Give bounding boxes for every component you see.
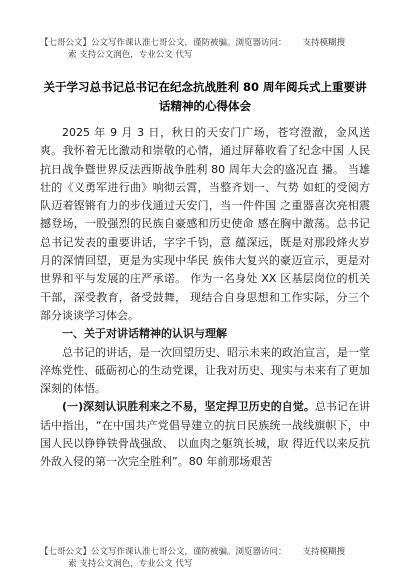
- paragraph-section-1-intro: 总书记的讲话，是一次回望历史、昭示未来的政治宣言，是一堂淬炼党性、砥砺初心的生动党课，让我对历史、现实与未来有了更加深刻的体悟。: [40, 345, 370, 396]
- document-body: [40, 124, 370, 472]
- subsection-1-text: 总书记在讲话中指出，“在中国共产党倡导建立的抗日民族统一战线旗帜下，中国人民以铮铮铁骨战强敌、 以血肉之躯筑长城，取 得近代以来反抗外敌入侵的第一次完全胜利”。80 年前那场艰苦: [40, 400, 370, 469]
- watermark-line-1: 【七哥公文】公文写作课认准七哥公文，谨防被骗。浏览器访问：: [40, 38, 287, 48]
- footer-watermark-line-1-right: 支持模糊搜: [302, 547, 346, 557]
- paragraph-subsection-1: [40, 398, 370, 471]
- subsection-heading-1: (一)深刻认识胜利来之不易，坚定捍卫历史的自觉。: [62, 400, 315, 414]
- document-title: 关于学习总书记总书记在纪念抗战胜利 80 周年阅兵式上重要讲话精神的心得体会: [43, 80, 367, 113]
- paragraph-intro: 2025 年 9 月 3 日，秋日的天安门广场，苍穹澄澈，金风送 爽。我怀着无比激动和崇敬的心情，通过屏幕收看了纪念中国 人民抗日战争暨世界反法西斯战争胜利 80 周年大会的盛况直 播。 当雄壮的《义勇军进行曲》响彻云霄，当整齐划一、气势 如虹的受阅方队迈着铿锵有力的步伐通过天安门，当一件件国 之重器喜次亮相震撼登场，一股强烈的民族自豪感和历史使命 感在胸中激荡。总书记总书记发表的重要讲话，字字千钧，意 蕴深远，既是对那段烽火岁月的深情回望，更是为实现中华民 族伟大复兴的豪迈宣示，更是对世界和平与发展的庄严承诺。 作为一名身处 XX 区基层岗位的机关干部，深受教育，备受鼓舞， 现结合自身思想和工作实际，分三个部分谈谈学习体会。: [40, 126, 370, 322]
- footer-watermark: [40, 546, 370, 570]
- watermark-line-2: 索 支持公文润色，专业公文 代写: [68, 50, 193, 60]
- footer-watermark-line-2: 索 支持公文润色，专业公文 代写: [68, 559, 193, 569]
- header-watermark: [40, 37, 370, 61]
- section-heading-1: 一、关于对讲话精神的认识与理解: [62, 327, 227, 341]
- footer-watermark-line-1: 【七哥公文】公文写作课认准七哥公文，谨防被骗。浏览器访问：: [40, 547, 287, 557]
- watermark-line-1-right: 支持模糊搜: [302, 38, 346, 48]
